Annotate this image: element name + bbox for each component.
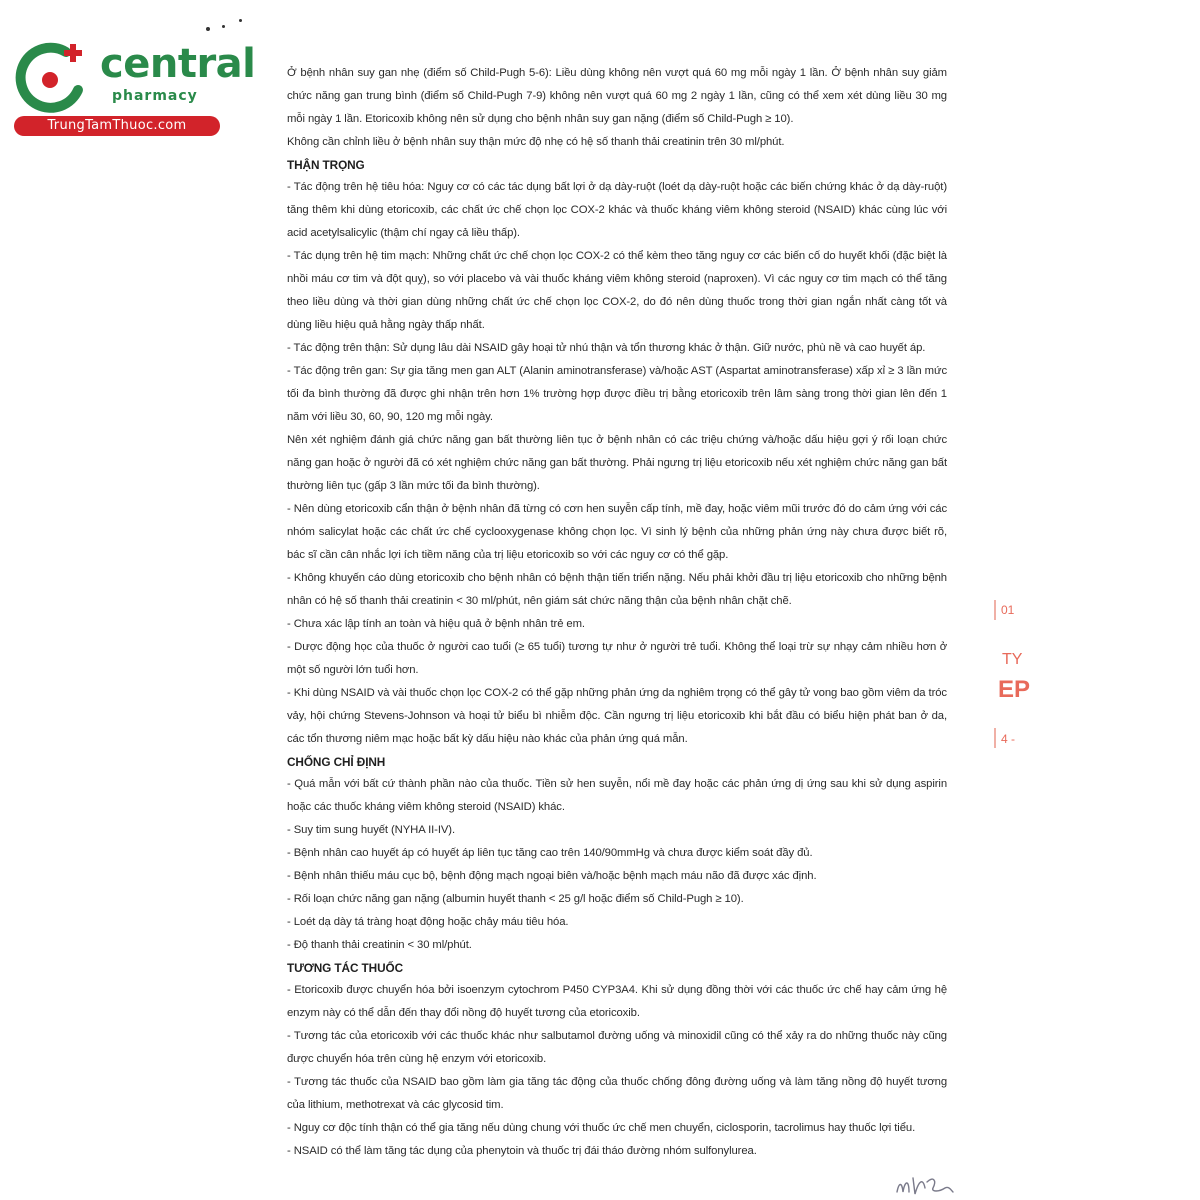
pharmacy-cross-icon (12, 38, 92, 118)
stamp-text: 4 - (1001, 732, 1016, 746)
paragraph: - Quá mẫn với bất cứ thành phần nào của thuốc. Tiền sử hen suyễn, nổi mề đay hoặc các phản ứng dị ứng sau khi sử dụng aspirin hoặc các thuốc kháng viêm không steroid (NSAID) khác. (287, 778, 947, 813)
stamp-text: TY (1002, 651, 1023, 668)
central-pharmacy-logo[interactable] (12, 36, 256, 136)
section-heading: TƯƠNG TÁC THUỐC (287, 961, 403, 975)
paragraph: - Không khuyến cáo dùng etoricoxib cho bệnh nhân có bệnh thận tiến triển nặng. Nếu phải khởi đầu trị liệu etoricoxib cho những bệnh nhân có hệ số thanh thải creatinin < 30 ml/phút, nên giám sát chức năng thận của bệnh nhân chặt chẽ. (287, 572, 947, 607)
paragraph: - Bệnh nhân thiếu máu cục bộ, bệnh động mạch ngoại biên và/hoặc bệnh mạch máu não đã được xác định. (287, 870, 817, 882)
scan-speck (239, 19, 242, 22)
stamp-border (994, 600, 996, 620)
paragraph: - Tác động trên gan: Sự gia tăng men gan ALT (Alanin aminotransferase) và/hoặc AST (Aspartat aminotransferase) xấp xỉ ≥ 3 lần mức tối đa bình thường đã được ghi nhận trên hơn 1% trường hợp được điều trị bằng etoricoxib trên lâm sàng trong thời gian lên đến 1 năm với liều 30, 60, 90, 120 mg mỗi ngày. (287, 365, 947, 423)
paragraph: - Dược động học của thuốc ở người cao tuổi (≥ 65 tuổi) tương tự như ở người trẻ tuổi. Không thể loại trừ sự nhạy cảm nhiều hơn ở một số người lớn tuổi hơn. (287, 641, 947, 676)
section-heading: THẬN TRỌNG (287, 158, 365, 172)
paragraph: - Nên dùng etoricoxib cẩn thận ở bệnh nhân đã từng có cơn hen suyễn cấp tính, mề đay, hoặc viêm mũi trước đó do cảm ứng với các nhóm salicylat hoặc các chất ức chế cyclooxygenase không chọn lọc. Vì sinh lý bệnh của những phản ứng này chưa được biết rõ, bác sĩ cần cân nhắc lợi ích tiềm năng của trị liệu etoricoxib so với các nguy cơ có thể gặp. (287, 503, 947, 561)
paragraph: - Rối loạn chức năng gan nặng (albumin huyết thanh < 25 g/l hoặc điểm số Child-Pugh ≥ 10). (287, 893, 744, 905)
signature-icon (893, 1168, 957, 1198)
logo-brand: central (100, 41, 256, 87)
paragraph: - Độ thanh thải creatinin < 30 ml/phút. (287, 939, 472, 951)
scan-speck (206, 27, 210, 31)
paragraph: - Tương tác của etoricoxib với các thuốc khác như salbutamol đường uống và minoxidil cũng có thể xảy ra do những thuốc này cũng được chuyển hóa trên cùng hệ enzym với etoricoxib. (287, 1030, 947, 1065)
paragraph: - Nguy cơ độc tính thận có thể gia tăng nếu dùng chung với thuốc ức chế men chuyển, ciclosporin, tacrolimus hay thuốc lợi tiểu. (287, 1122, 916, 1134)
paragraph: Không cần chỉnh liều ở bệnh nhân suy thận mức độ nhẹ có hệ số thanh thải creatinin trên 30 ml/phút. (287, 136, 785, 148)
stamp-border (994, 728, 996, 748)
paragraph: - Bệnh nhân cao huyết áp có huyết áp liên tục tăng cao trên 140/90mmHg và chưa được kiểm soát đầy đủ. (287, 847, 813, 859)
paragraph: - Khi dùng NSAID và vài thuốc chọn lọc COX-2 có thể gặp những phản ứng da nghiêm trọng có thể gây tử vong bao gồm viêm da tróc vảy, hội chứng Stevens-Johnson và hoại tử biểu bì nhiễm độc. Cần ngưng trị liệu etoricoxib khi bắt đầu có biểu hiện phát ban ở da, các tổn thương niêm mạc hoặc bất kỳ dấu hiệu nào khác của phản ứng quá mẫn. (287, 687, 947, 745)
paragraph: - Etoricoxib được chuyển hóa bởi isoenzym cytochrom P450 CYP3A4. Khi sử dụng đồng thời với các thuốc ức chế hay cảm ứng hệ enzym này có thể dẫn đến thay đổi nồng độ huyết tương của etoricoxib. (287, 984, 947, 1019)
paragraph: - Chưa xác lập tính an toàn và hiệu quả ở bệnh nhân trẻ em. (287, 618, 585, 630)
paragraph: - NSAID có thể làm tăng tác dụng của phenytoin và thuốc trị đái tháo đường nhóm sulfonylurea. (287, 1145, 757, 1157)
paragraph: Ở bệnh nhân suy gan nhẹ (điểm số Child-Pugh 5-6): Liều dùng không nên vượt quá 60 mg mỗi ngày 1 lần. Ở bệnh nhân suy giảm chức năng gan trung bình (điểm số Child-Pugh 7-9) không nên vượt quá 60 mg 2 ngày 1 lần, cũng có thể xem xét dùng liều 30 mg mỗi ngày 1 lần. Etoricoxib không nên sử dụng cho bệnh nhân suy gan nặng (điểm số Child-Pugh ≥ 10). (287, 67, 947, 125)
scan-speck (222, 25, 225, 28)
leaflet-text (287, 62, 947, 1163)
paragraph: - Loét dạ dày tá tràng hoạt động hoặc chảy máu tiêu hóa. (287, 916, 569, 928)
logo-subtitle: pharmacy (112, 88, 198, 104)
stamp-text: 01 (1001, 603, 1015, 617)
paragraph: - Tương tác thuốc của NSAID bao gồm làm gia tăng tác động của thuốc chống đông đường uống và làm tăng nồng độ huyết tương của lithium, methotrexat và các glycosid tim. (287, 1076, 947, 1111)
paragraph: - Tác động trên thận: Sử dụng lâu dài NSAID gây hoại tử nhú thận và tổn thương khác ở thận. Giữ nước, phù nề và cao huyết áp. (287, 342, 926, 354)
stamp-text: EP (998, 676, 1031, 703)
paragraph: - Suy tim sung huyết (NYHA II-IV). (287, 824, 455, 836)
section-heading: CHỐNG CHỈ ĐỊNH (287, 755, 386, 769)
logo-site-banner[interactable]: TrungTamThuoc.com (14, 116, 220, 136)
paragraph: - Tác dụng trên hệ tim mạch: Những chất ức chế chọn lọc COX-2 có thể kèm theo tăng nguy cơ các biến cố do huyết khối (đặc biệt là nhồi máu cơ tim và đột quỵ), so với placebo và vài thuốc kháng viêm không steroid (naproxen). Vì các nguy cơ tim mạch có thể tăng theo liều dùng và thời gian dùng những chất ức chế chọn lọc COX-2, do đó nên dùng thuốc trong thời gian ngắn nhất càng tốt và dùng liều hiệu quả hằng ngày thấp nhất. (287, 250, 947, 331)
paragraph: - Tác động trên hệ tiêu hóa: Nguy cơ có các tác dụng bất lợi ở dạ dày-ruột (loét dạ dày-ruột hoặc các biến chứng khác ở dạ dày-ruột) tăng thêm khi dùng etoricoxib, các chất ức chế chọn lọc COX-2 khác và thuốc kháng viêm không steroid (NSAID) khác cùng lúc với acid acetylsalicylic (thậm chí ngay cả liều thấp). (287, 181, 947, 239)
paragraph: Nên xét nghiệm đánh giá chức năng gan bất thường liên tục ở bệnh nhân có các triệu chứng và/hoặc dấu hiệu gợi ý rối loạn chức năng gan hoặc ở người đã có xét nghiệm chức năng gan bất thường. Phải ngưng trị liệu etoricoxib nếu xét nghiệm chức năng gan bất thường liên tục (gấp 3 lần mức tối đa bình thường). (287, 434, 947, 492)
